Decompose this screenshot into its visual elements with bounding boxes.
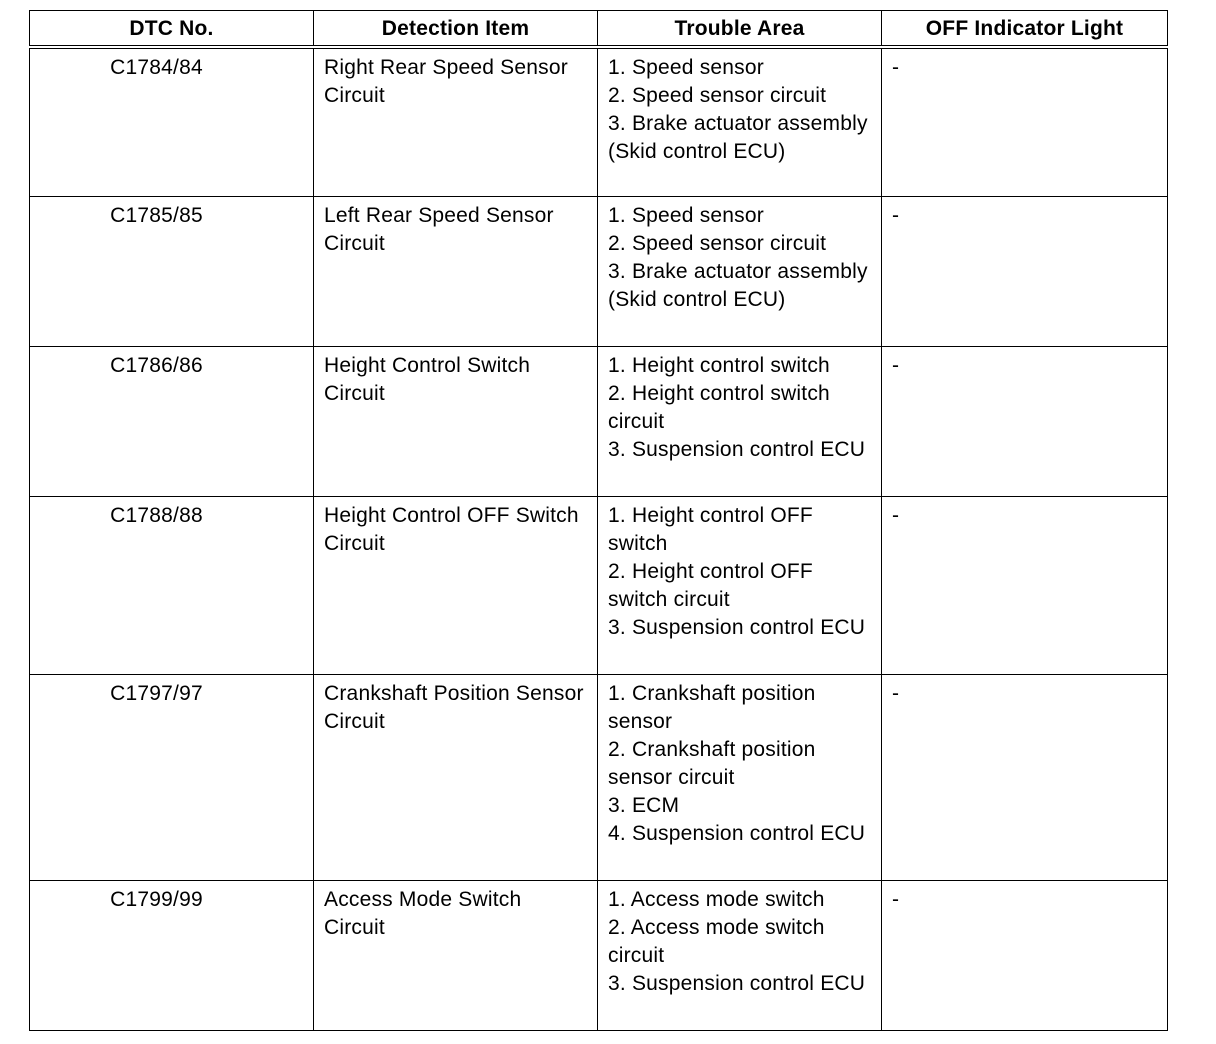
dtc-code: C1799/99 (30, 881, 314, 1031)
dtc-code: C1788/88 (30, 497, 314, 675)
header-row (30, 11, 1168, 47)
trouble-area-line: 3. ECM (608, 794, 680, 817)
trouble-area-line: 2. Height control switch circuit (608, 382, 830, 433)
detection-item: Access Mode Switch Circuit (314, 881, 598, 1031)
off-indicator-light: - (882, 675, 1168, 881)
off-indicator-light: - (882, 497, 1168, 675)
trouble-area-line: 1. Height control switch (608, 354, 830, 377)
trouble-area (598, 497, 882, 675)
table-row (30, 197, 1168, 347)
trouble-area-line: 3. Suspension control ECU (608, 438, 866, 461)
off-indicator-light: - (882, 347, 1168, 497)
trouble-area-line: 2. Speed sensor circuit (608, 232, 827, 255)
trouble-area-line: 2. Access mode switch circuit (608, 916, 825, 967)
trouble-area (598, 347, 882, 497)
detection-item: Left Rear Speed Sensor Circuit (314, 197, 598, 347)
dtc-code: C1786/86 (30, 347, 314, 497)
off-indicator-light: - (882, 197, 1168, 347)
trouble-area-line: 2. Crankshaft position sensor circuit (608, 738, 816, 789)
detection-item: Height Control Switch Circuit (314, 347, 598, 497)
detection-item: Height Control OFF Switch Circuit (314, 497, 598, 675)
trouble-area-line: 1. Speed sensor (608, 55, 764, 79)
detection-item: Crankshaft Position Sensor Circuit (314, 675, 598, 881)
table-row (30, 497, 1168, 675)
trouble-area (598, 197, 882, 347)
trouble-area-line: 3. Suspension control ECU (608, 616, 866, 639)
trouble-area-line: 3. Suspension control ECU (608, 972, 866, 995)
table-row (30, 347, 1168, 497)
header-off-indicator-light: OFF Indicator Light (882, 11, 1168, 47)
trouble-area-line: 1. Speed sensor (608, 204, 764, 227)
trouble-area-line: 3. Brake actuator assembly (Skid control ECU) (608, 260, 868, 311)
table-body (30, 47, 1168, 1031)
trouble-area-line: 4. Suspension control ECU (608, 822, 866, 845)
table-row (30, 881, 1168, 1031)
off-indicator-light: - (882, 47, 1168, 197)
dtc-code: C1797/97 (30, 675, 314, 881)
dtc-code: C1785/85 (30, 197, 314, 347)
dtc-table (29, 10, 1168, 1031)
trouble-area-line: 2. Speed sensor circuit (608, 83, 827, 107)
dtc-code: C1784/84 (30, 47, 314, 197)
header-detection-item: Detection Item (314, 11, 598, 47)
trouble-area (598, 675, 882, 881)
trouble-area-line: 1. Crankshaft position sensor (608, 682, 816, 733)
trouble-area-line: 1. Access mode switch (608, 888, 825, 911)
trouble-area (598, 881, 882, 1031)
off-indicator-light: - (882, 881, 1168, 1031)
header-trouble-area: Trouble Area (598, 11, 882, 47)
table-row (30, 47, 1168, 197)
trouble-area-line: 3. Brake actuator assembly (Skid control ECU) (608, 111, 868, 163)
header-dtc-no: DTC No. (30, 11, 314, 47)
detection-item: Right Rear Speed Sensor Circuit (314, 47, 598, 197)
trouble-area-line: 1. Height control OFF switch (608, 504, 813, 555)
table-row (30, 675, 1168, 881)
trouble-area (598, 47, 882, 197)
table-header (30, 11, 1168, 47)
trouble-area-line: 2. Height control OFF switch circuit (608, 560, 813, 611)
